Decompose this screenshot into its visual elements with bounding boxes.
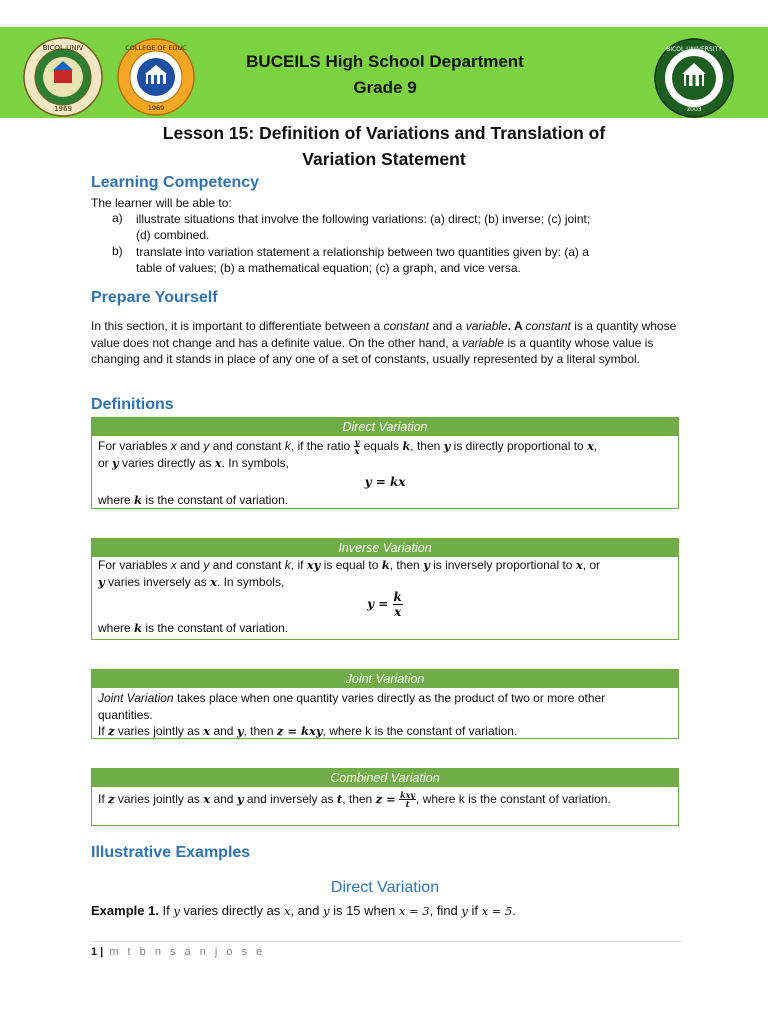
prepare-yourself-heading: Prepare Yourself	[91, 289, 218, 306]
joint-variation-line1: Joint Variation takes place when one quantity varies directly as the product of two or more other	[98, 691, 606, 705]
learning-competency-heading: Learning Competency	[91, 174, 260, 191]
competency-item-a-line2: (d) combined.	[136, 228, 210, 242]
joint-variation-line2: quantities.	[98, 707, 153, 722]
ratio-y-over-x: $\frac{y}{x}$	[354, 437, 360, 457]
inverse-variation-line1: For variables x and y and constant k, if xy is equal to k, then y is inversely proportional to x, or	[98, 558, 601, 572]
direct-variation-line2: or y varies directly as x. In symbols,	[98, 456, 289, 471]
joint-variation-box	[91, 669, 679, 739]
illustrative-examples-heading: Illustrative Examples	[91, 844, 251, 861]
bu-integrated-laboratory-school-seal	[654, 38, 734, 118]
svg-text:1969: 1969	[54, 105, 72, 113]
definitions-heading: Definitions	[91, 396, 174, 413]
grade-level-title: Grade 9	[353, 78, 417, 97]
direct-variation-body	[92, 436, 678, 511]
school-department-title: BUCEILS High School Department	[246, 52, 524, 71]
bu-college-of-education-seal	[117, 38, 195, 116]
author-name: m t b n s a n j o s e	[103, 946, 266, 958]
kxy-over-t: $\frac{\text{kxy}}{t}$	[400, 790, 416, 810]
joint-variation-line3: If z varies jointly as x and y, then z = kxy, where k is the constant of variation.	[98, 724, 518, 738]
direct-variation-box	[91, 417, 679, 509]
svg-text:1969: 1969	[147, 104, 165, 112]
direct-variation-subheading: Direct Variation	[330, 879, 440, 896]
direct-variation-equation: y = kx	[364, 474, 406, 489]
inverse-variation-equation: y = $\frac{k}{x}$	[367, 590, 402, 619]
svg-text:2003: 2003	[686, 106, 702, 113]
svg-text:COLLEGE OF EDUC: COLLEGE OF EDUC	[125, 44, 187, 52]
combined-variation-title: Combined Variation	[92, 769, 678, 787]
example-1: Example 1. If y varies directly as x, and y is 15 when x = 3, find y if x = 5.	[91, 903, 516, 918]
svg-text:BICOL UNIVERSITY: BICOL UNIVERSITY	[666, 46, 722, 53]
direct-variation-where: where k is the constant of variation.	[98, 493, 289, 508]
joint-variation-body	[92, 688, 678, 742]
lesson-title-line1: Lesson 15: Definition of Variations and Translation of	[162, 123, 606, 143]
competency-item-b-line2: table of values; (b) a mathematical equation; (c) a graph, and vice versa.	[136, 261, 521, 275]
competency-item-b-line1: translate into variation statement a relationship between two quantities given by: (a) a	[136, 245, 589, 259]
competency-item-a-letter: a)	[112, 211, 123, 225]
prepare-paragraph: In this section, it is important to differentiate between a constant and a variable. A constant is a quantity whose value does not change and has a definite value. On the other hand, a variable is a quantity whose value is changing and it stands in place of any one of a set of constants, usually represented by a literal symbol.	[91, 319, 677, 366]
inverse-variation-title: Inverse Variation	[92, 539, 678, 557]
svg-text:BICOL UNIV: BICOL UNIV	[42, 44, 84, 52]
bicol-university-seal	[23, 37, 103, 117]
inverse-variation-where: where k is the constant of variation.	[98, 621, 289, 635]
combined-variation-body	[92, 787, 678, 810]
footer-divider	[91, 941, 681, 942]
k-over-x: $\frac{k}{x}$	[393, 590, 402, 619]
competency-intro: The learner will be able to:	[91, 196, 232, 210]
header-band	[0, 27, 768, 118]
direct-variation-line1: For variables x and y and constant k, if the ratio $\frac{y}{x}$ equals k, then y is directly proportional to x,	[98, 437, 598, 457]
direct-variation-title: Direct Variation	[92, 418, 678, 436]
lesson-title-line2: Variation Statement	[302, 149, 466, 169]
combined-variation-line: If z varies jointly as x and y and inversely as t, then z = $\frac{\text{kxy}}{t}$ , where k is the constant of variation.	[98, 790, 611, 810]
page-number: 1 |	[91, 946, 104, 958]
combined-variation-box	[91, 768, 679, 826]
competency-item-b-letter: b)	[112, 244, 123, 258]
competency-item-a-line1: illustrate situations that involve the following variations: (a) direct; (b) inverse; (c) joint;	[136, 212, 591, 226]
inverse-variation-body	[92, 557, 678, 639]
inverse-variation-box	[91, 538, 679, 640]
page-footer	[91, 946, 265, 958]
joint-variation-title: Joint Variation	[92, 670, 678, 688]
inverse-variation-line2: y varies inversely as x. In symbols,	[98, 574, 285, 589]
